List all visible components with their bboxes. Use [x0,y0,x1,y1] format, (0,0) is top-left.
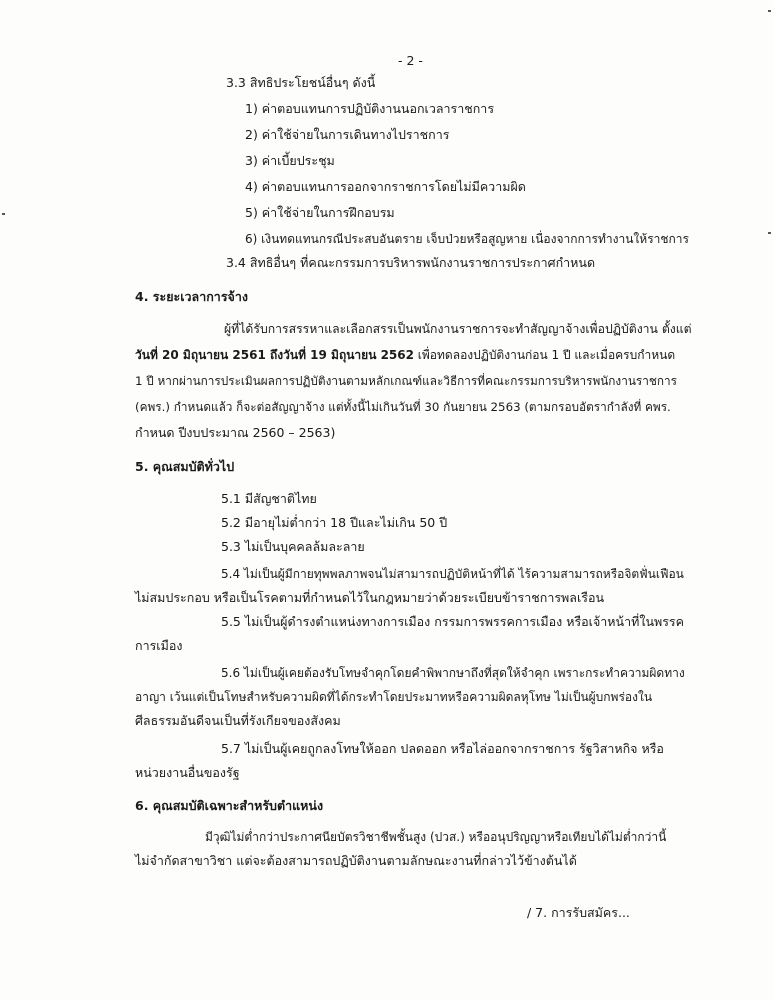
page-number: - 2 - [398,53,423,68]
paragraph-line: มีวุฒิไม่ต่ำกว่าประกาศนียบัตรวิชาชีพชั้นสูง (ปวส.) หรืออนุปริญญาหรือเทียบได้ไม่ต่ำกว่านี้ [205,830,667,844]
section-3-3-title: 3.3 สิทธิประโยชน์อื่นๆ ดังนี้ [226,75,376,90]
qualification-item: 5.1 มีสัญชาติไทย [221,491,317,506]
section-5-heading: 5. คุณสมบัติทั่วไป [135,459,235,474]
paragraph-line: กำหนด ปีงบประมาณ 2560 – 2563) [135,425,336,440]
qualification-item: 5.7 ไม่เป็นผู้เคยถูกลงโทษให้ออก ปลดออก หรือไล่ออกจากราชการ รัฐวิสาหกิจ หรือ [221,741,664,756]
qualification-item: ไม่สมประกอบ หรือเป็นโรคตามที่กำหนดไว้ในกฎหมายว่าด้วยระเบียบข้าราชการพลเรือน [135,590,605,605]
paragraph-line: ไม่จำกัดสาขาวิชา แต่จะต้องสามารถปฏิบัติงานตามลักษณะงานที่กล่าวไว้ข้างต้นได้ [135,853,577,868]
section-6-heading: 6. คุณสมบัติเฉพาะสำหรับตำแหน่ง [135,798,324,813]
qualification-item: ศีลธรรมอันดีจนเป็นที่รังเกียจของสังคม [135,713,341,728]
qualification-item: การเมือง [135,638,183,653]
scan-mark [768,10,771,12]
benefit-item: 2) ค่าใช้จ่ายในการเดินทางไปราชการ [245,127,450,142]
section-3-4: 3.4 สิทธิอื่นๆ ที่คณะกรรมการบริหารพนักงานราชการประกาศกำหนด [226,255,596,270]
qualification-item: 5.3 ไม่เป็นบุคคลล้มละลาย [221,539,365,554]
qualification-item: 5.5 ไม่เป็นผู้ดำรงตำแหน่งทางการเมือง กรรมการพรรคการเมือง หรือเจ้าหน้าที่ในพรรค [221,614,685,629]
qualification-item: หน่วยงานอื่นของรัฐ [135,765,240,780]
paragraph-line: (คพร.) กำหนดแล้ว ก็จะต่อสัญญาจ้าง แต่ทั้งนี้ไม่เกินวันที่ 30 กันยายน 2563 (ตามกรอบอัตรากำลังที่ คพร. [135,400,671,414]
benefit-item: 3) ค่าเบี้ยประชุม [245,153,335,168]
paragraph-text: เพื่อทดลองปฏิบัติงานก่อน 1 ปี และเมื่อครบกำหนด [413,348,676,362]
benefit-item: 6) เงินทดแทนกรณีประสบอันตราย เจ็บป่วยหรือสูญหาย เนื่องจากการทำงานให้ราชการ [245,232,689,246]
benefit-item: 1) ค่าตอบแทนการปฏิบัติงานนอกเวลาราชการ [245,101,495,116]
benefit-item: 4) ค่าตอบแทนการออกจากราชการโดยไม่มีความผิด [245,179,526,194]
section-4-heading: 4. ระยะเวลาการจ้าง [135,289,248,304]
paragraph-line: ผู้ที่ได้รับการสรรหาและเลือกสรรเป็นพนักงานราชการจะทำสัญญาจ้างเพื่อปฏิบัติงาน ตั้งแต่ [224,322,692,336]
scan-mark [768,232,771,234]
scan-mark [2,213,5,215]
paragraph-line [135,346,675,364]
qualification-item: 5.6 ไม่เป็นผู้เคยต้องรับโทษจำคุกโดยคำพิพากษาถึงที่สุดให้จำคุก เพราะกระทำความผิดทาง [221,666,685,680]
benefit-item: 5) ค่าใช้จ่ายในการฝึกอบรม [245,205,395,220]
employment-period: วันที่ 20 มิถุนายน 2561 ถึงวันที่ 19 มิถุนายน 2562 [135,348,414,362]
qualification-item: อาญา เว้นแต่เป็นโทษสำหรับความผิดที่ได้กระทำโดยประมาทหรือความผิดลหุโทษ ไม่เป็นผู้บกพร่องใน [135,690,653,704]
paragraph-line: 1 ปี หากผ่านการประเมินผลการปฏิบัติงานตามหลักเกณฑ์และวิธีการที่คณะกรรมการบริหารพนักงานราชการ [135,374,677,388]
qualification-item: 5.4 ไม่เป็นผู้มีกายทุพพลภาพจนไม่สามารถปฏิบัติหน้าที่ได้ ไร้ความสามารถหรือจิตฟั่นเฟือน [221,567,684,581]
continuation-note: / 7. การรับสมัคร... [527,905,630,920]
qualification-item: 5.2 มีอายุไม่ต่ำกว่า 18 ปีและไม่เกิน 50 ปี [221,515,448,530]
